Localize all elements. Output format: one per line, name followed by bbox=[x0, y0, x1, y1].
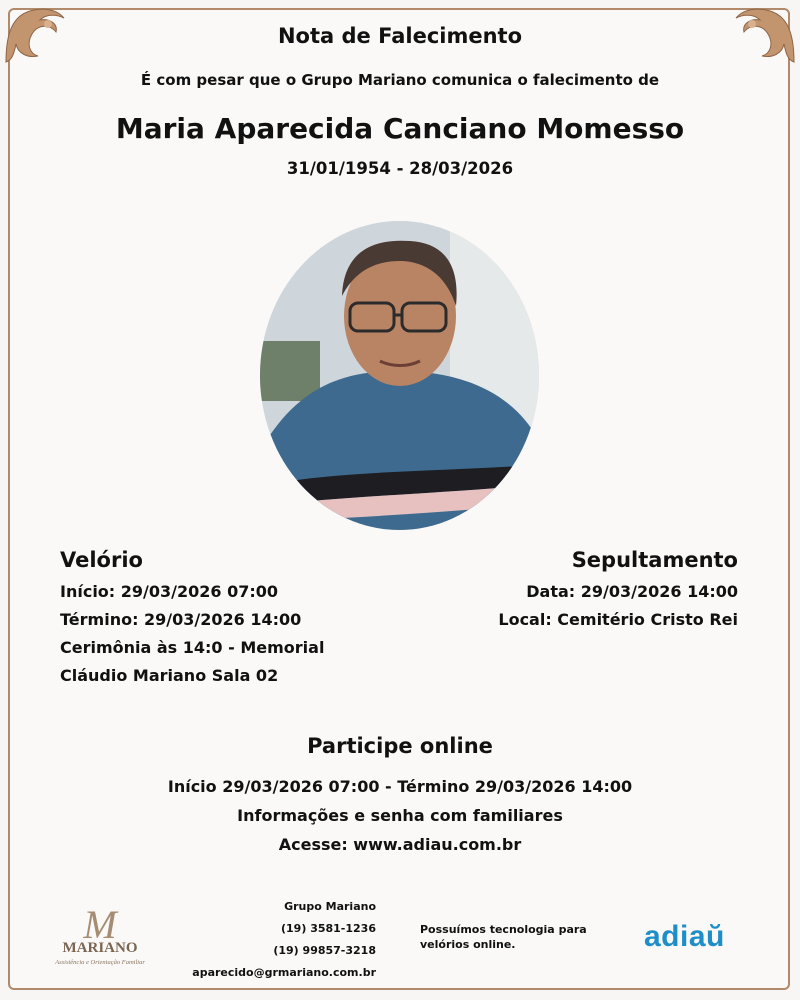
online-access-link[interactable]: Acesse: www.adiau.com.br bbox=[278, 835, 522, 854]
tech-line-2: velórios online. bbox=[420, 938, 516, 951]
company-name: Grupo Mariano bbox=[284, 900, 376, 913]
online-times: Início 29/03/2026 07:00 - Término 29/03/2026 14:00 bbox=[167, 777, 633, 796]
deceased-photo bbox=[260, 221, 539, 530]
contact-block bbox=[192, 896, 376, 984]
adiau-logo: adiaŭ bbox=[644, 920, 725, 953]
burial-place: Local: Cemitério Cristo Rei bbox=[498, 610, 738, 629]
life-dates: 31/01/1954 - 28/03/2026 bbox=[286, 159, 514, 178]
svg-text:M: M bbox=[83, 902, 117, 947]
wake-start: Início: 29/03/2026 07:00 bbox=[60, 582, 279, 601]
phone-2: (19) 99857-3218 bbox=[273, 944, 376, 957]
notice-subtitle: É com pesar que o Grupo Mariano comunica o falecimento de bbox=[140, 71, 660, 89]
burial-heading: Sepultamento bbox=[571, 548, 738, 572]
online-section bbox=[0, 734, 800, 859]
contact-email[interactable]: aparecido@grmariano.com.br bbox=[192, 966, 376, 979]
mariano-logo-tagline: Assistência e Orientação Familiar bbox=[55, 959, 145, 966]
mariano-logo bbox=[46, 900, 154, 972]
wake-end: Término: 29/03/2026 14:00 bbox=[60, 610, 302, 629]
wake-ceremony-line1: Cerimônia às 14:0 - Memorial bbox=[60, 638, 325, 657]
phone-1: (19) 3581-1236 bbox=[281, 922, 376, 935]
online-heading: Participe online bbox=[307, 734, 493, 758]
mariano-logo-text: MARIANO bbox=[62, 940, 138, 956]
deceased-name: Maria Aparecida Canciano Momesso bbox=[115, 112, 685, 145]
wake-section bbox=[60, 548, 360, 690]
notice-title: Nota de Falecimento bbox=[277, 24, 523, 48]
tech-note bbox=[420, 922, 587, 952]
tech-line-1: Possuímos tecnologia para bbox=[420, 923, 587, 936]
online-info: Informações e senha com familiares bbox=[237, 806, 563, 825]
wake-ceremony-line2: Cláudio Mariano Sala 02 bbox=[60, 666, 279, 685]
burial-section bbox=[438, 548, 738, 634]
burial-date: Data: 29/03/2026 14:00 bbox=[526, 582, 738, 601]
wake-heading: Velório bbox=[60, 548, 143, 572]
